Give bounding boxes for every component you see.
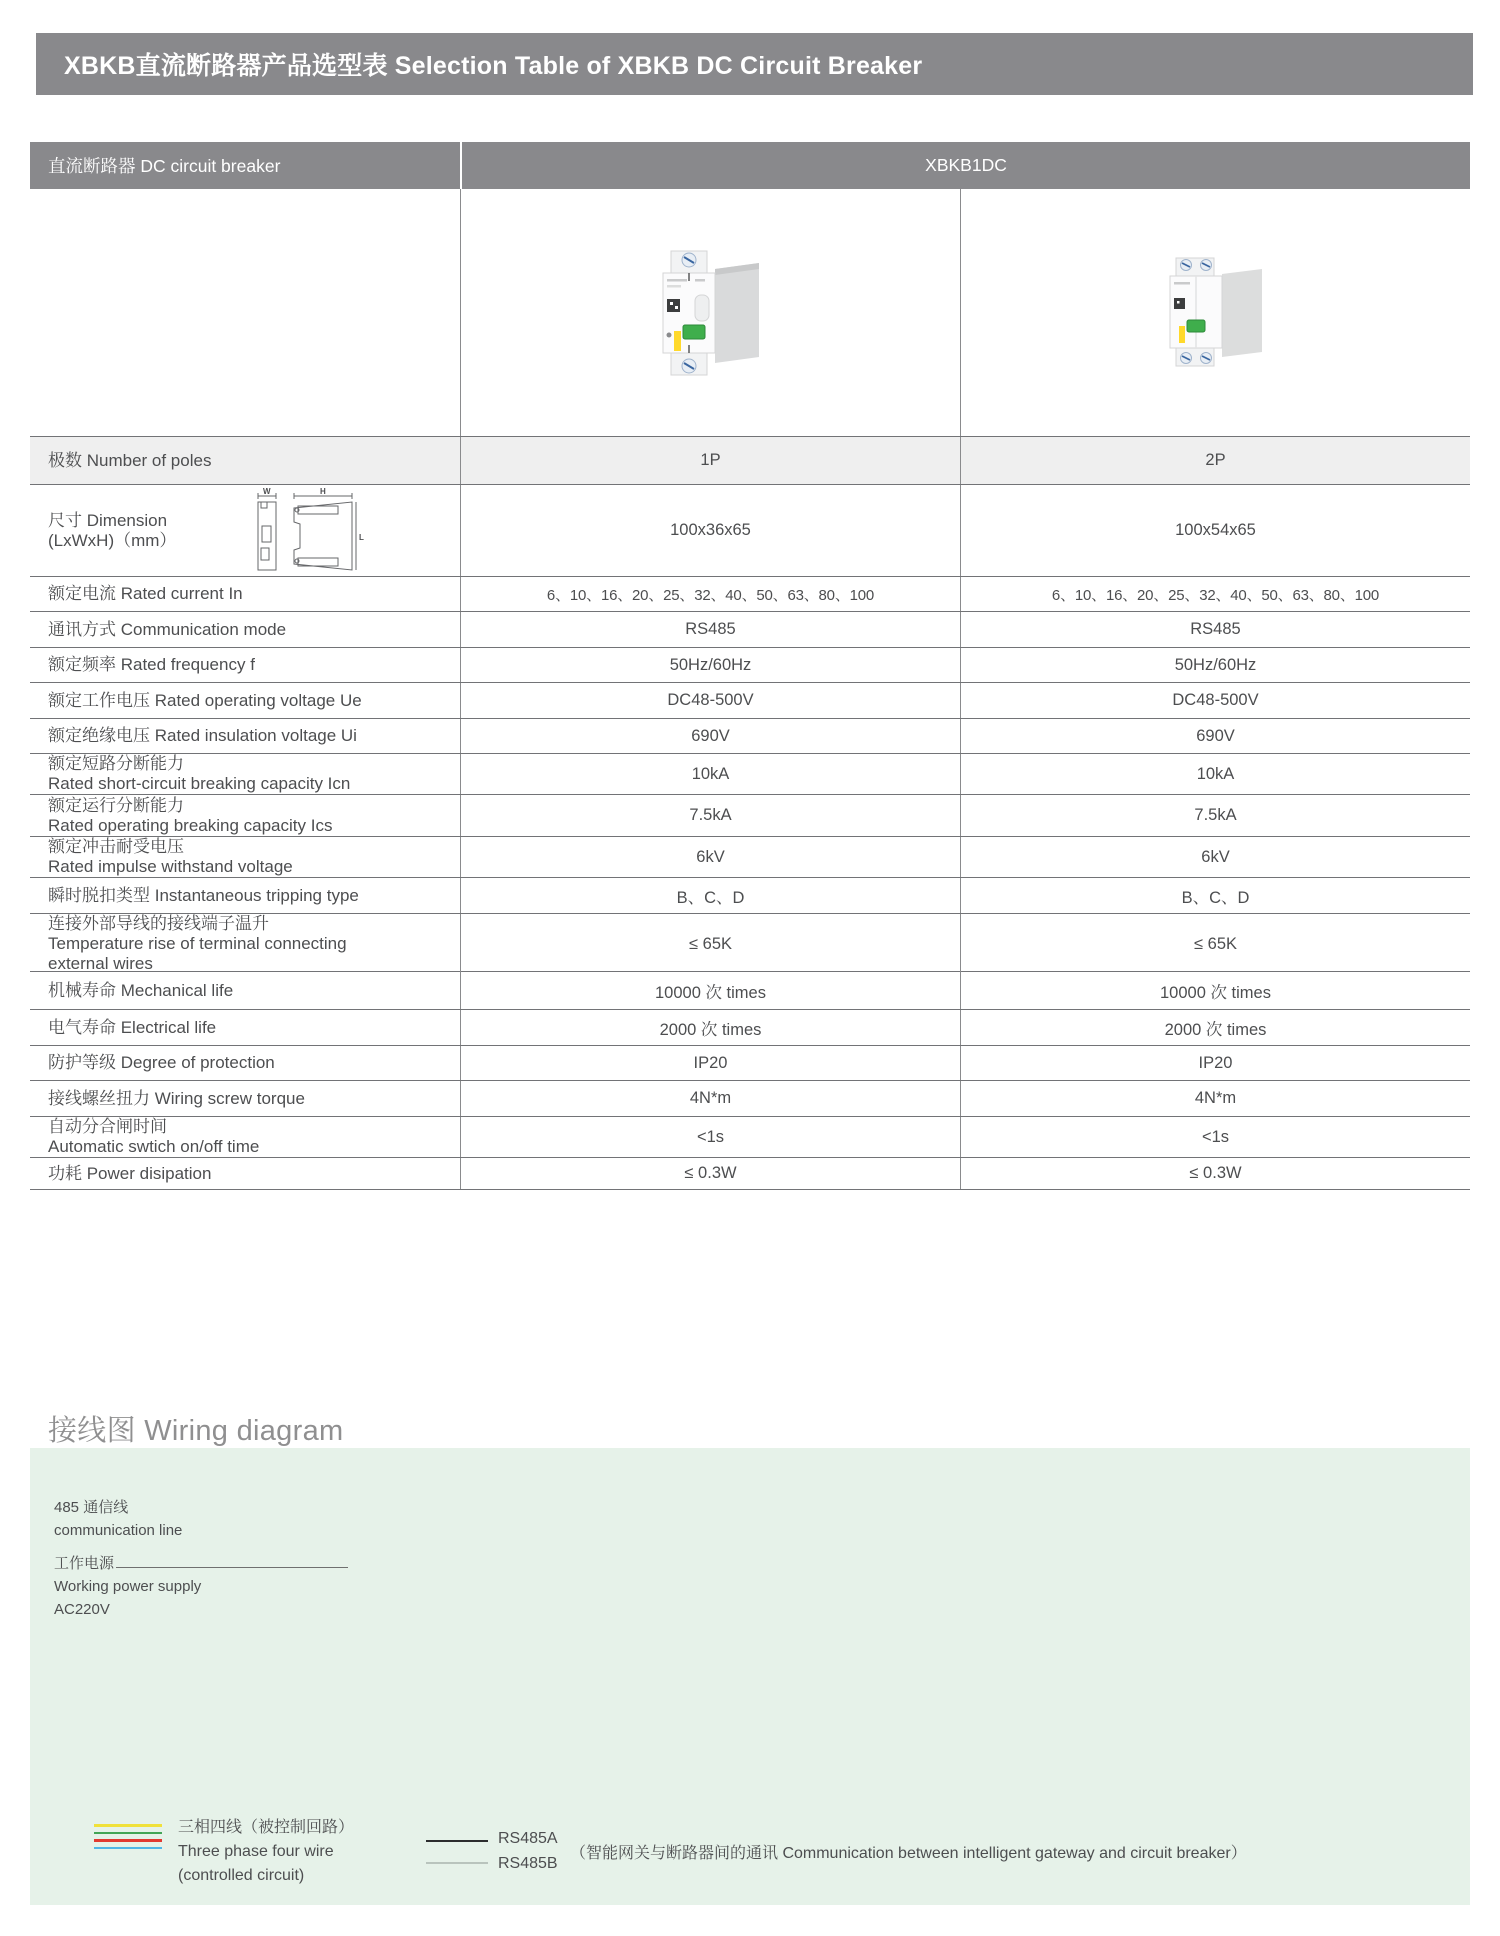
spec-row-label: 额定绝缘电压 Rated insulation voltage Ui [48, 726, 357, 745]
page-title-bar [36, 33, 1473, 95]
spec-row-value-2p: <1s [960, 1117, 1470, 1157]
spec-row-value-1p: DC48-500V [460, 683, 960, 718]
spec-table-row [30, 577, 1470, 612]
wiring-section-title: 接线图 Wiring diagram [48, 1415, 344, 1447]
spec-row-value-1p: ≤ 0.3W [460, 1158, 960, 1189]
phase-wire-line [94, 1824, 162, 1827]
spec-row-label: 自动分合闸时间 Automatic swtich on/off time [48, 1117, 260, 1156]
phase-legend-zh: 三相四线（被控制回路） [178, 1819, 355, 1836]
dimension-label-line1: 尺寸 Dimension [48, 510, 168, 530]
spec-row-label: 连接外部导线的接线端子温升 Temperature rise of terminal connecting external wires [48, 914, 347, 973]
working-power-label-en: Working power supply [54, 1578, 202, 1595]
spec-row-value-1p: <1s [460, 1117, 960, 1157]
spec-table-row [30, 914, 1470, 972]
dimension-row [30, 485, 1470, 577]
spec-table-row [30, 1046, 1470, 1081]
spec-table-row [30, 1081, 1470, 1117]
spec-table-row [30, 837, 1470, 878]
spec-table-row [30, 612, 1470, 648]
breaker-2p-image [1164, 254, 1268, 372]
spec-table-row [30, 878, 1470, 914]
rs485-legend-note: （智能网关与断路器间的通讯 Communication between intelligent gateway and circuit breaker） [570, 1845, 1247, 1862]
phase-legend-en1: Three phase four wire [178, 1843, 334, 1860]
phase-wire-line [94, 1847, 162, 1850]
dimension-value-2p: 100x54x65 [960, 485, 1470, 576]
spec-table-row [30, 1010, 1470, 1046]
spec-row-value-2p: 690V [960, 719, 1470, 753]
spec-row-value-2p: 6kV [960, 837, 1470, 877]
spec-row-label: 额定冲击耐受电压 Rated impulse withstand voltage [48, 837, 293, 876]
spec-table-row [30, 972, 1470, 1010]
breaker-1p-image [655, 247, 767, 379]
spec-row-label: 电气寿命 Electrical life [48, 1017, 217, 1037]
spec-row-label: 功耗 Power disipation [48, 1163, 212, 1183]
product-image-row [30, 189, 1470, 437]
comm-line-label-zh: 485 通信线 [54, 1499, 129, 1516]
spec-row-value-2p: RS485 [960, 612, 1470, 647]
selection-table [30, 142, 1470, 1190]
spec-row-value-1p: 2000 次 times [460, 1010, 960, 1045]
spec-row-value-2p: 10kA [960, 754, 1470, 794]
dimension-label-line2: (LxWxH)（mm） [48, 530, 177, 550]
spec-row-label: 接线螺丝扭力 Wiring screw torque [48, 1088, 305, 1108]
phase-wire-line [94, 1839, 162, 1842]
rs485a-wire-line [426, 1840, 488, 1842]
spec-row-value-1p: 690V [460, 719, 960, 753]
spec-row-label: 机械寿命 Mechanical life [48, 980, 234, 1000]
table-header-row [30, 142, 1470, 189]
working-power-voltage: AC220V [54, 1601, 110, 1618]
spec-row-label: 额定运行分断能力 Rated operating breaking capacity Ics [48, 795, 333, 835]
comm-line-label-en: communication line [54, 1522, 183, 1539]
spec-row-value-2p: 50Hz/60Hz [960, 648, 1470, 682]
spec-row-label: 防护等级 Degree of protection [48, 1053, 275, 1072]
svg-text:L: L [359, 532, 365, 542]
working-power-label-zh: 工作电源 [54, 1555, 115, 1572]
spec-row-value-1p: IP20 [460, 1046, 960, 1080]
poles-label: 极数 Number of poles [48, 450, 212, 470]
spec-row-value-1p: 4N*m [460, 1081, 960, 1116]
phase-legend-en2: (controlled circuit) [178, 1867, 305, 1884]
spec-table-row [30, 1158, 1470, 1190]
spec-table-row [30, 683, 1470, 719]
table-header-model: XBKB1DC [460, 142, 1470, 189]
spec-row-value-1p: 10kA [460, 754, 960, 794]
spec-row-value-1p: RS485 [460, 612, 960, 647]
spec-row-label: 额定短路分断能力 Rated short-circuit breaking capacity Icn [48, 754, 351, 793]
working-power-wire-line [116, 1567, 348, 1568]
spec-row-value-1p: ≤ 65K [460, 914, 960, 974]
spec-row-value-2p: B、C、D [960, 878, 1470, 913]
spec-rows [30, 577, 1470, 1190]
spec-table-row [30, 648, 1470, 683]
dimension-drawing [248, 488, 366, 574]
spec-table-row [30, 754, 1470, 795]
poles-value-1p: 1P [460, 437, 960, 484]
spec-row-value-1p: 6kV [460, 837, 960, 877]
table-header-label: 直流断路器 DC circuit breaker [48, 155, 281, 176]
rs485a-label: RS485A [498, 1830, 558, 1847]
poles-row [30, 437, 1470, 485]
page-title: XBKB直流断路器产品选型表 Selection Table of XBKB DC Circuit Breaker [64, 52, 923, 80]
rs485b-label: RS485B [498, 1855, 558, 1872]
svg-text:H: H [320, 487, 327, 496]
spec-row-value-2p: DC48-500V [960, 683, 1470, 718]
dimension-value-1p: 100x36x65 [460, 485, 960, 576]
spec-row-label: 通讯方式 Communication mode [48, 619, 287, 639]
spec-row-value-2p: IP20 [960, 1046, 1470, 1080]
wiring-diagram-panel [30, 1448, 1470, 1905]
spec-table-row [30, 1117, 1470, 1158]
spec-row-value-2p: 4N*m [960, 1081, 1470, 1116]
spec-row-value-2p: 6、10、16、20、25、32、40、50、63、80、100 [960, 577, 1470, 611]
phase-wire-color-legend [94, 1824, 162, 1854]
spec-row-value-1p: 6、10、16、20、25、32、40、50、63、80、100 [460, 577, 960, 611]
spec-row-value-2p: 2000 次 times [960, 1010, 1470, 1045]
spec-row-label: 瞬时脱扣类型 Instantaneous tripping type [48, 885, 359, 905]
spec-row-value-1p: 50Hz/60Hz [460, 648, 960, 682]
spec-table-row [30, 719, 1470, 754]
phase-wire-line [94, 1832, 162, 1835]
spec-table-row [30, 795, 1470, 837]
spec-row-value-2p: 10000 次 times [960, 972, 1470, 1009]
poles-value-2p: 2P [960, 437, 1470, 484]
spec-row-label: 额定电流 Rated current In [48, 584, 243, 603]
rs485b-wire-line [426, 1862, 488, 1864]
spec-row-value-1p: 10000 次 times [460, 972, 960, 1009]
spec-row-value-1p: 7.5kA [460, 795, 960, 836]
spec-row-value-1p: B、C、D [460, 878, 960, 913]
spec-row-label: 额定频率 Rated frequency f [48, 655, 255, 674]
spec-row-value-2p: 7.5kA [960, 795, 1470, 836]
svg-text:W: W [263, 487, 271, 496]
spec-row-value-2p: ≤ 0.3W [960, 1158, 1470, 1189]
spec-row-label: 额定工作电压 Rated operating voltage Ue [48, 690, 362, 710]
spec-row-value-2p: ≤ 65K [960, 914, 1470, 974]
